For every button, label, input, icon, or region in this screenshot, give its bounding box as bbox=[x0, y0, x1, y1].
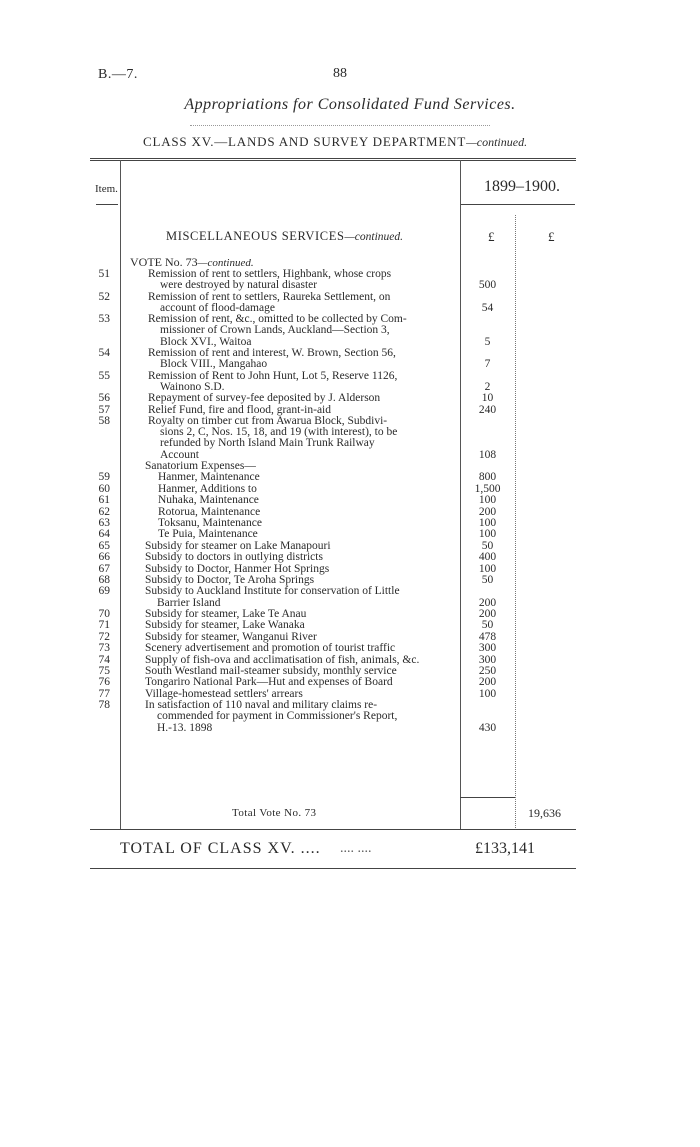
class-heading bbox=[143, 134, 527, 150]
item-column-rule bbox=[120, 160, 121, 830]
item-description: Sanatorium Expenses— bbox=[145, 460, 256, 472]
item-number: 74 bbox=[98, 653, 110, 666]
vote-total-amount: 19,636 bbox=[528, 806, 561, 820]
item-number: 67 bbox=[98, 562, 110, 575]
item-description: Subsidy for steamer, Lake Wanaka bbox=[145, 619, 305, 632]
item-description: Village-homestead settlers' arrears bbox=[145, 687, 303, 700]
item-description: Remission of rent, &c., omitted to be collected by Com- bbox=[148, 313, 407, 326]
table-top-rule-2 bbox=[90, 160, 576, 161]
item-description: Subsidy for steamer, Wanganui River bbox=[145, 630, 317, 643]
item-description: Wainono S.D. bbox=[160, 380, 225, 393]
table-top-rule bbox=[90, 158, 576, 159]
item-description: Royalty on timber cut from Awarua Block, Subdivi- bbox=[148, 415, 388, 427]
item-number: 52 bbox=[98, 290, 110, 303]
item-amount: 50 bbox=[481, 574, 494, 586]
item-description: Rotorua, Maintenance bbox=[158, 505, 261, 518]
item-number: 62 bbox=[98, 505, 110, 518]
vote-heading-text: VOTE No. 73 bbox=[130, 255, 198, 269]
class-total-leader-dots: .... .... bbox=[340, 841, 372, 856]
item-description: Block VIII., Mangahao bbox=[160, 358, 268, 371]
item-description: commended for payment in Commissioner's Report, bbox=[157, 710, 398, 723]
class-heading-text: CLASS XV.—LANDS AND SURVEY DEPARTMENT bbox=[143, 134, 467, 149]
item-amount: 200 bbox=[478, 596, 497, 609]
item-number: 65 bbox=[98, 539, 110, 552]
item-description: Subsidy to Doctor, Te Aroha Springs bbox=[145, 574, 315, 586]
section-title-text: MISCELLANEOUS SERVICES bbox=[166, 229, 345, 243]
item-description: Supply of fish-ova and acclimatisation of fish, animals, &c. bbox=[145, 653, 420, 666]
item-number: 56 bbox=[98, 392, 110, 405]
item-number: 60 bbox=[98, 482, 110, 495]
item-description: Remission of rent and interest, W. Brown, Section 56, bbox=[148, 347, 396, 359]
item-description: Scenery advertisement and promotion of tourist traffic bbox=[145, 642, 396, 655]
class-total-amount: £133,141 bbox=[475, 840, 535, 857]
item-description: Subsidy to doctors in outlying districts bbox=[145, 551, 323, 564]
item-number: 78 bbox=[98, 699, 110, 712]
table-bottom-rule bbox=[90, 829, 576, 830]
item-description: refunded by North Island Main Trunk Railway bbox=[160, 437, 375, 450]
item-description: Hanmer, Additions to bbox=[158, 482, 257, 495]
item-number: 68 bbox=[98, 574, 110, 586]
item-description: Hanmer, Maintenance bbox=[158, 471, 260, 484]
item-description: Remission of Rent to John Hunt, Lot 5, Reserve 1126, bbox=[148, 369, 398, 382]
item-number: 59 bbox=[98, 471, 110, 484]
item-amount: 100 bbox=[478, 494, 497, 507]
item-number: 70 bbox=[98, 608, 110, 620]
item-description: Tongariro National Park—Hut and expenses of Board bbox=[145, 676, 393, 689]
item-amount: 240 bbox=[478, 403, 497, 416]
section-title-continued: —continued. bbox=[344, 231, 403, 243]
item-description: Relief Fund, fire and flood, grant-in-aid bbox=[148, 403, 331, 416]
title-rule bbox=[190, 125, 490, 126]
item-amount: 500 bbox=[478, 279, 497, 292]
item-description: Nuhaka, Maintenance bbox=[158, 494, 259, 507]
item-amount: 50 bbox=[481, 619, 494, 632]
item-number: 76 bbox=[98, 676, 110, 689]
item-description: Account bbox=[160, 448, 199, 461]
item-amount: 10 bbox=[481, 392, 494, 405]
year-rule bbox=[460, 204, 575, 205]
item-number: 77 bbox=[98, 687, 110, 700]
item-number: 66 bbox=[98, 551, 110, 564]
item-number: 57 bbox=[98, 403, 110, 416]
item-amount: 100 bbox=[478, 528, 497, 541]
item-number: 51 bbox=[98, 268, 110, 280]
item-amount: 200 bbox=[478, 608, 497, 620]
item-amount: 2 bbox=[484, 380, 491, 393]
item-amount: 200 bbox=[478, 676, 497, 689]
item-description: Block XVI., Waitoa bbox=[160, 335, 252, 348]
item-number: 75 bbox=[98, 665, 110, 677]
item-number: 61 bbox=[98, 494, 110, 507]
item-description: Te Puia, Maintenance bbox=[158, 528, 258, 541]
item-number: 73 bbox=[98, 642, 110, 655]
item-amount: 430 bbox=[478, 721, 497, 734]
total-column-rule bbox=[515, 215, 516, 830]
item-number: 72 bbox=[98, 630, 110, 643]
item-amount: 300 bbox=[478, 653, 497, 666]
year-column-header: 1899–1900. bbox=[484, 178, 560, 195]
item-amount: 100 bbox=[478, 517, 497, 529]
item-number: 53 bbox=[98, 313, 110, 326]
item-description: were destroyed by natural disaster bbox=[160, 279, 318, 292]
currency-symbol-amount: £ bbox=[488, 229, 495, 244]
item-amount: 300 bbox=[478, 642, 497, 655]
currency-symbol-total: £ bbox=[548, 229, 555, 244]
item-amount: 800 bbox=[478, 471, 497, 484]
item-description: Repayment of survey-fee deposited by J. Alderson bbox=[148, 392, 381, 405]
item-number: 58 bbox=[98, 415, 110, 427]
item-amount: 108 bbox=[478, 448, 497, 461]
class-total-label: TOTAL OF CLASS XV. .... bbox=[120, 840, 321, 857]
item-amount: 478 bbox=[478, 630, 497, 643]
item-description: Subsidy to Auckland Institute for conservation of Little bbox=[145, 585, 400, 598]
item-description: South Westland mail-steamer subsidy, monthly service bbox=[145, 665, 397, 677]
class-heading-continued: —continued. bbox=[466, 135, 528, 149]
page-title: Appropriations for Consolidated Fund Services. bbox=[184, 96, 516, 113]
page-number: 88 bbox=[333, 66, 347, 81]
item-description: Subsidy for steamer on Lake Manapouri bbox=[145, 539, 331, 552]
item-amount: 100 bbox=[478, 687, 497, 700]
item-amount: 54 bbox=[481, 301, 494, 314]
item-description: H.-13. 1898 bbox=[157, 721, 213, 734]
item-amount: 200 bbox=[478, 505, 497, 518]
item-number: 63 bbox=[98, 517, 110, 529]
item-description: Subsidy for steamer, Lake Te Anau bbox=[145, 608, 307, 620]
item-amount: 100 bbox=[478, 562, 497, 575]
item-amount: 400 bbox=[478, 551, 497, 564]
item-description: Subsidy to Doctor, Hanmer Hot Springs bbox=[145, 562, 330, 575]
item-description: Remission of rent to settlers, Raureka Settlement, on bbox=[148, 290, 391, 303]
item-amount: 7 bbox=[484, 358, 491, 371]
item-description: In satisfaction of 110 naval and military claims re- bbox=[145, 699, 378, 712]
vote-heading-continued: —continued. bbox=[197, 257, 254, 269]
item-amount: 5 bbox=[484, 335, 491, 348]
item-number: 55 bbox=[98, 369, 110, 382]
item-number: 69 bbox=[98, 585, 110, 598]
item-column-header: Item. bbox=[95, 183, 118, 195]
item-description: account of flood-damage bbox=[160, 301, 275, 314]
vote-total-label: Total Vote No. 73 bbox=[232, 807, 317, 819]
item-number: 71 bbox=[98, 619, 110, 632]
class-total-rule bbox=[90, 868, 576, 869]
item-number: 54 bbox=[98, 347, 110, 359]
item-amount: 50 bbox=[481, 539, 494, 552]
item-description: sions 2, C, Nos. 15, 18, and 19 (with interest), to be bbox=[160, 426, 398, 439]
item-amount: 1,500 bbox=[474, 482, 501, 495]
item-description: missioner of Crown Lands, Auckland—Section 3, bbox=[160, 324, 390, 337]
item-rule bbox=[96, 204, 118, 205]
section-title bbox=[166, 229, 403, 244]
item-amount: 250 bbox=[478, 665, 497, 677]
subtotal-rule bbox=[460, 797, 515, 798]
item-description: Barrier Island bbox=[157, 596, 221, 609]
item-description: Toksanu, Maintenance bbox=[158, 517, 262, 529]
item-description: Remission of rent to settlers, Highbank, whose crops bbox=[148, 268, 392, 280]
item-number: 64 bbox=[98, 528, 110, 541]
page-reference: B.—7. bbox=[98, 67, 138, 82]
